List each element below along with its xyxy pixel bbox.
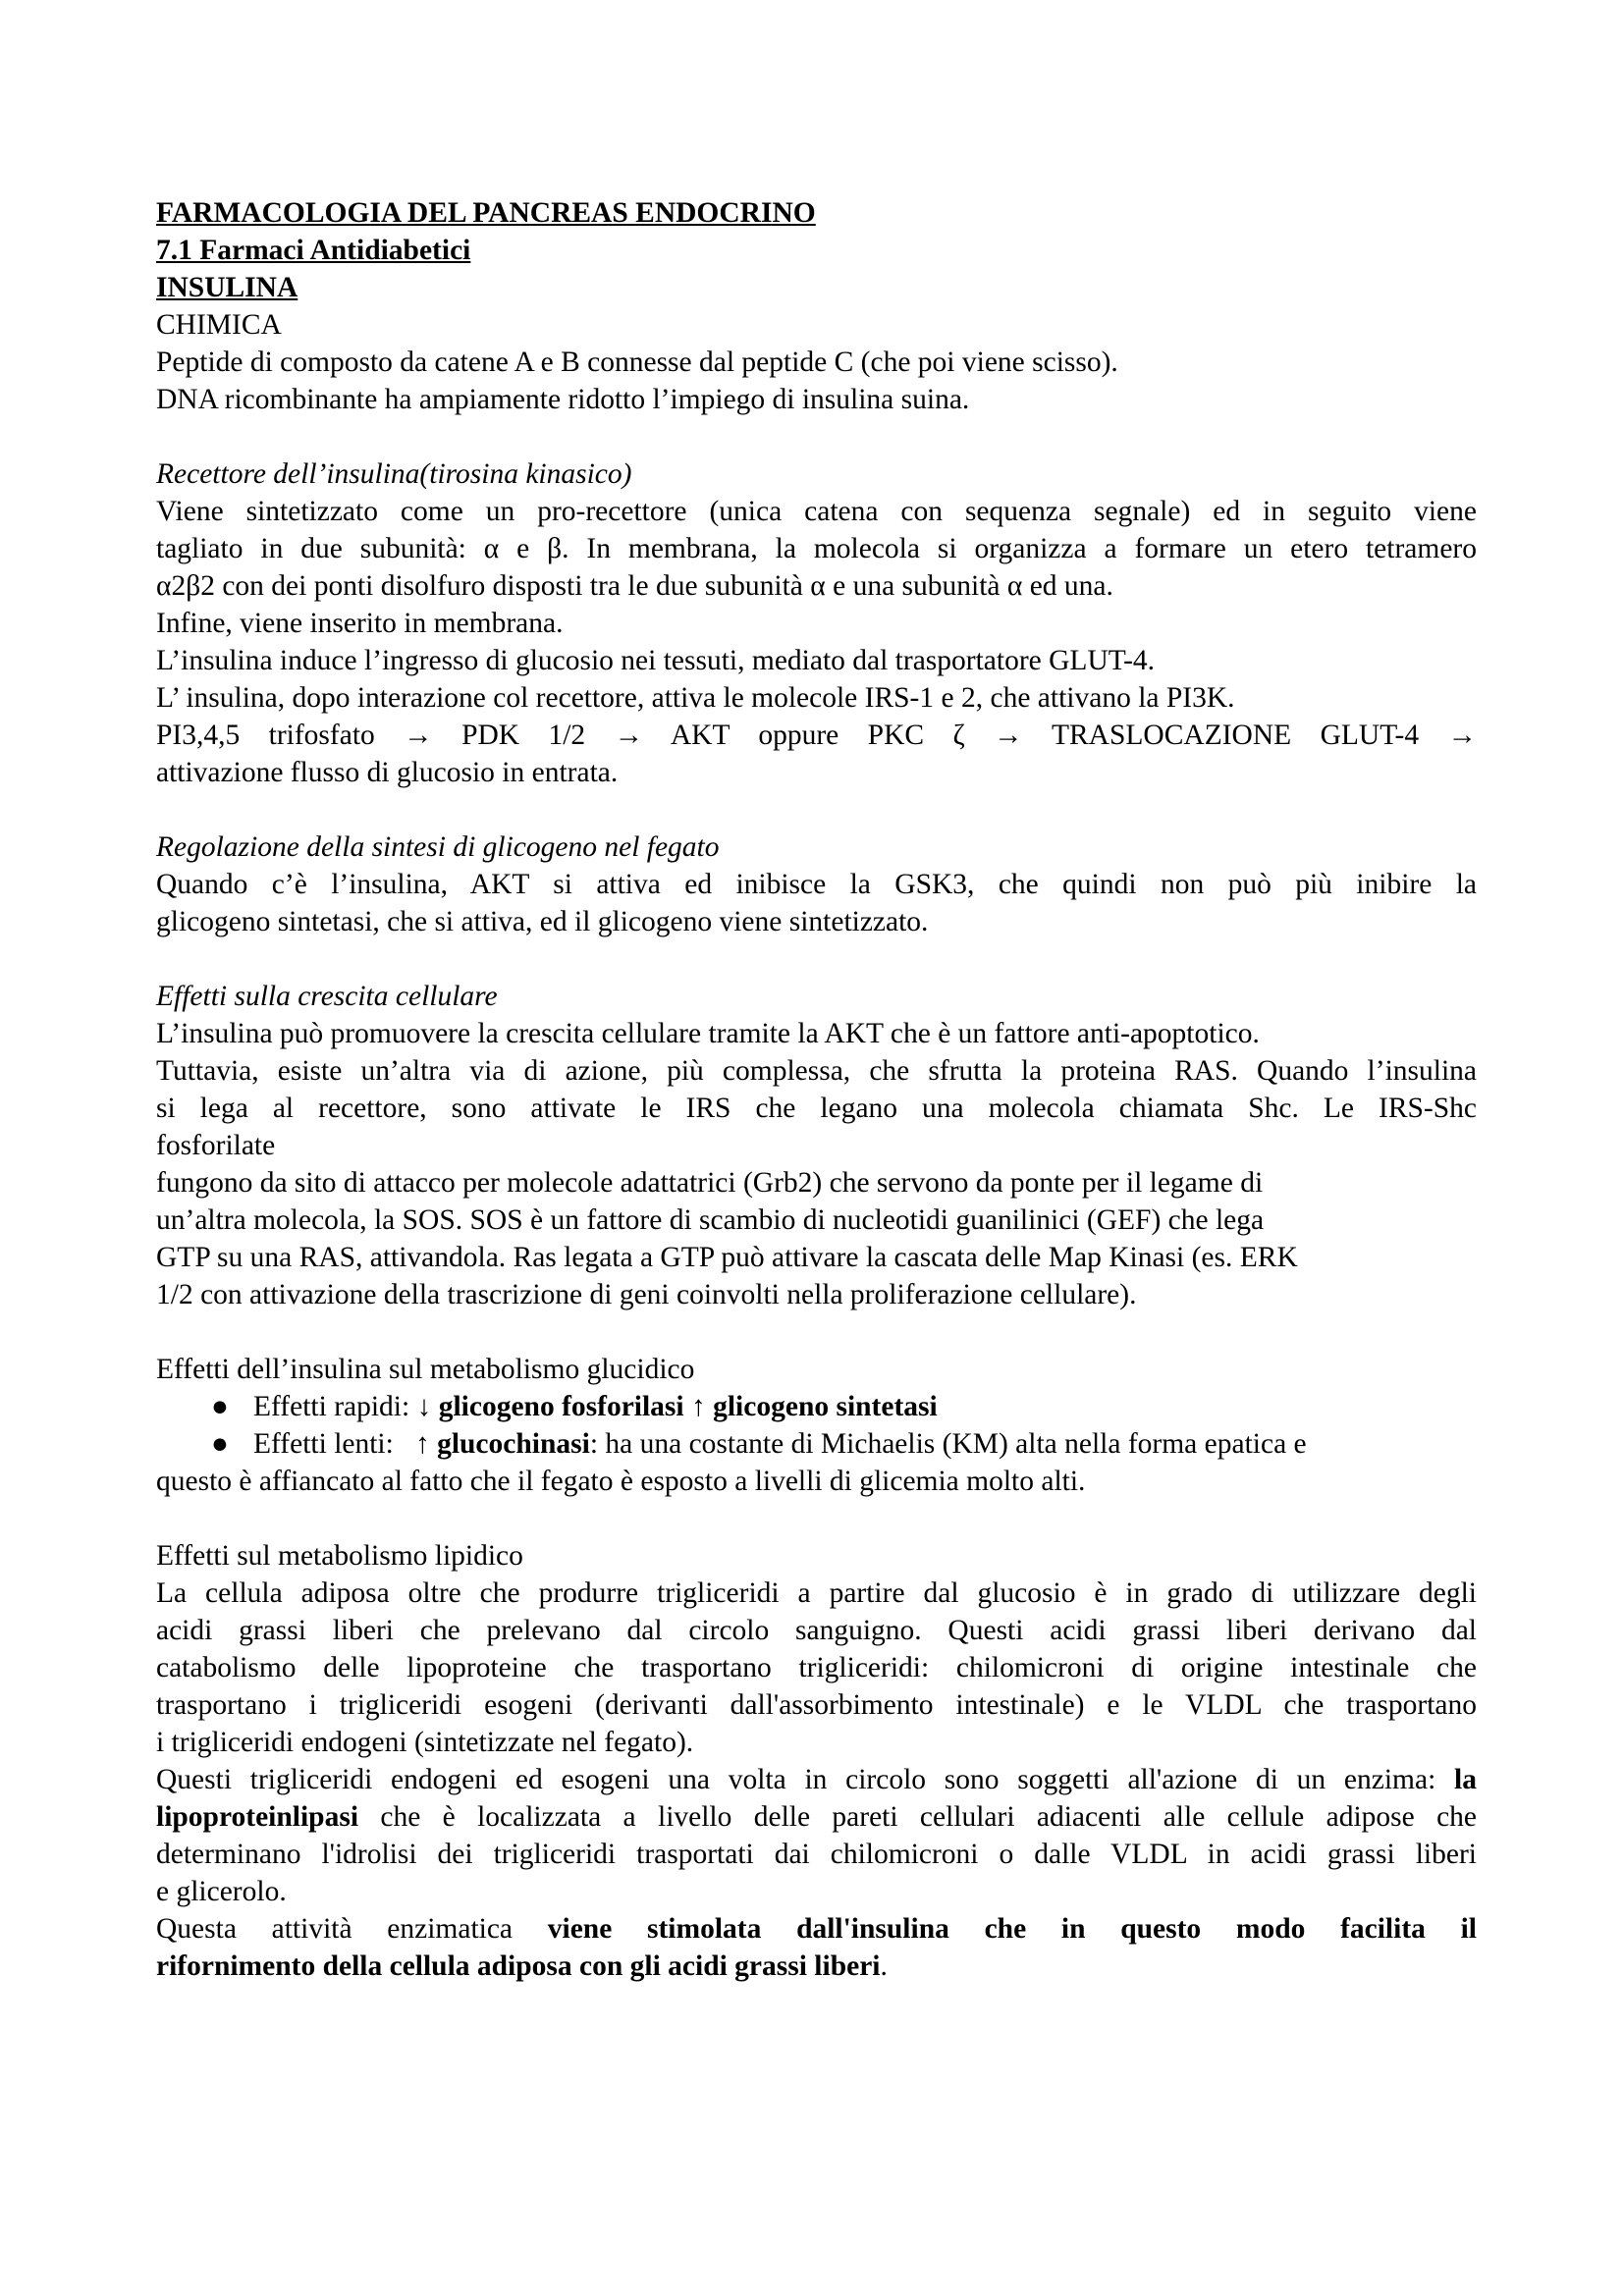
lipidico-line: i trigliceridi endogeni (sintetizzate nel fegato). — [156, 1727, 694, 1758]
lipidico-line: trasportano i trigliceridi esogeni (derivanti dall'assorbimento intestinale) e le VLDL che trasportano — [156, 1689, 1477, 1721]
bold-term: glicogeno fosforilasi — [438, 1391, 684, 1422]
bold-term: la — [1454, 1764, 1477, 1795]
bullet-label: Effetti rapidi: — [253, 1391, 410, 1422]
recettore-line: Viene sintetizzato come un pro-recettore (unica catena con sequenza segnale) ed in seguito viene — [156, 496, 1477, 527]
lipidico-line — [156, 1910, 1477, 1948]
recettore-line: L’insulina induce l’ingresso di glucosio nei tessuti, mediato dal trasportatore GLUT-4. — [156, 645, 1156, 676]
bullet-continuation: questo è affiancato al fatto che il fegato è esposto a livelli di glicemia molto alti. — [156, 1466, 1086, 1497]
bullet-icon: ● — [211, 1391, 229, 1422]
recettore-line: PI3,4,5 trifosfato → PDK 1/2 → AKT oppure PKC ζ → TRASLOCAZIONE GLUT-4 → — [156, 720, 1477, 751]
glicogeno-line: Quando c’è l’insulina, AKT si attiva ed inibisce la GSK3, che quindi non può più inibire la — [156, 869, 1477, 900]
lipidico-line: catabolismo delle lipoproteine che trasportano trigliceridi: chilomicroni di origine intestinale che — [156, 1652, 1477, 1683]
spacer — [156, 1313, 1477, 1351]
lipidico-line: acidi grassi liberi che prelevano dal circolo sanguigno. Questi acidi grassi liberi derivano dal — [156, 1615, 1477, 1646]
chimica-line: DNA ricombinante ha ampiamente ridotto l’impiego di insulina suina. — [156, 384, 970, 415]
spacer — [156, 418, 1477, 455]
spacer — [156, 1500, 1477, 1537]
lipidico-line — [156, 1798, 1477, 1836]
bullet-item-lenti — [156, 1425, 1477, 1463]
crescita-line: fungono da sito di attacco per molecole adattatrici (Grb2) che servono da ponte per il legame di — [156, 1167, 1264, 1199]
lipidico-heading: Effetti sul metabolismo lipidico — [156, 1540, 523, 1572]
document-title: FARMACOLOGIA DEL PANCREAS ENDOCRINO — [156, 197, 816, 229]
recettore-line: tagliato in due subunità: α e β. In membrana, la molecola si organizza a formare un etero tetramero — [156, 533, 1477, 564]
lipidico-line — [156, 1948, 1477, 1985]
document-page — [156, 194, 1477, 1985]
bold-term: viene stimolata dall'insulina che in questo modo facilita il — [547, 1913, 1478, 1945]
arrow-down-icon: ↓ — [416, 1391, 432, 1422]
lipidico-line — [156, 1761, 1477, 1798]
arrow-up-icon: ↑ — [414, 1428, 430, 1460]
bold-term: glucochinasi — [437, 1428, 590, 1460]
recettore-line: attivazione flusso di glucosio in entrata. — [156, 757, 619, 788]
glicogeno-heading: Regolazione della sintesi di glicogeno nel fegato — [156, 831, 720, 863]
crescita-line: 1/2 con attivazione della trascrizione di geni coinvolti nella proliferazione cellulare). — [156, 1279, 1137, 1310]
crescita-line: si lega al recettore, sono attivate le IRS che legano una molecola chiamata Shc. Le IRS-Shc — [156, 1093, 1477, 1124]
chimica-line: Peptide di composto da catene A e B connesse dal peptide C (che poi viene scisso). — [156, 347, 1118, 378]
spacer — [156, 791, 1477, 828]
lipidico-line: e glicerolo. — [156, 1876, 287, 1907]
bold-term: lipoproteinlipasi — [156, 1801, 359, 1833]
crescita-line: un’altra molecola, la SOS. SOS è un fattore di scambio di nucleotidi guanilinici (GEF) che lega — [156, 1204, 1265, 1236]
glicogeno-line: glicogeno sintetasi, che si attiva, ed il glicogeno viene sintetizzato. — [156, 906, 929, 937]
spacer — [156, 940, 1477, 978]
lipidico-text: Questi trigliceridi endogeni ed esogeni una volta in circolo sono soggetti all'azione di un enzima: — [156, 1764, 1436, 1795]
bullet-icon: ● — [211, 1428, 229, 1460]
lipidico-text: che è localizzata a livello delle pareti cellulari adiacenti alle cellule adipose che — [380, 1801, 1477, 1833]
recettore-heading: Recettore dell’insulina(tirosina kinasico) — [156, 458, 632, 490]
crescita-heading: Effetti sulla crescita cellulare — [156, 981, 498, 1012]
crescita-line: GTP su una RAS, attivandola. Ras legata a GTP può attivare la cascata delle Map Kinasi (es. ERK — [156, 1242, 1298, 1273]
crescita-line: L’insulina può promuovere la crescita cellulare tramite la AKT che è un fattore anti-apoptotico. — [156, 1018, 1260, 1049]
lipidico-line: La cellula adiposa oltre che produrre trigliceridi a partire dal glucosio è in grado di utilizzare degli — [156, 1577, 1477, 1609]
recettore-line: L’ insulina, dopo interazione col recettore, attiva le molecole IRS-1 e 2, che attivano la PI3K. — [156, 682, 1235, 714]
lipidico-text: . — [880, 1950, 888, 1982]
recettore-line: α2β2 con dei ponti disolfuro disposti tra le due subunità α e una subunità α ed una. — [156, 570, 1113, 602]
crescita-line: Tuttavia, esiste un’altra via di azione, più complessa, che sfrutta la proteina RAS. Quando l’insulina — [156, 1055, 1477, 1087]
arrow-up-icon: ↑ — [690, 1391, 706, 1422]
bullet-item-rapidi — [156, 1388, 1477, 1425]
chapter-subtitle: 7.1 Farmaci Antidiabetici — [156, 235, 471, 266]
glucidico-heading: Effetti dell’insulina sul metabolismo glucidico — [156, 1354, 695, 1385]
bullet-label: Effetti lenti: — [253, 1428, 394, 1460]
bullet-text: : ha una costante di Michaelis (KM) alta nella forma epatica e — [589, 1428, 1307, 1460]
lipidico-text: Questa attività enzimatica — [156, 1913, 514, 1945]
bold-term: rifornimento della cellula adiposa con gli acidi grassi liberi — [156, 1950, 881, 1982]
lipidico-line: determinano l'idrolisi dei trigliceridi trasportati dai chilomicroni o dalle VLDL in acidi grassi liberi — [156, 1839, 1477, 1870]
crescita-line: fosforilate — [156, 1130, 276, 1161]
chimica-heading: CHIMICA — [156, 309, 282, 341]
section-heading: INSULINA — [156, 272, 298, 303]
bold-term: glicogeno sintetasi — [713, 1391, 938, 1422]
recettore-line: Infine, viene inserito in membrana. — [156, 608, 564, 639]
